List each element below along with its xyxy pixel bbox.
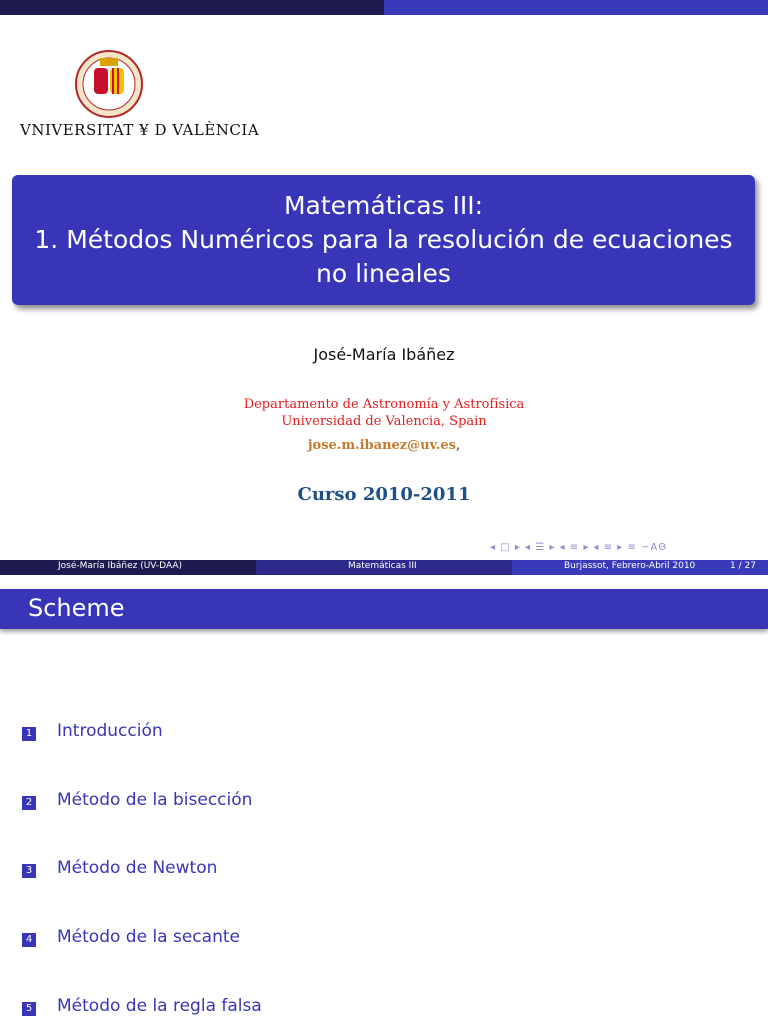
footer-place-date: Burjassot, Febrero-Abril 2010 [564, 561, 696, 571]
university-name: Universidad de Valencia, Spain [281, 414, 487, 429]
title-line-2: 1. Métodos Numéricos para la resolución de ecuaciones [34, 225, 733, 254]
footer-title: Matemáticas III [348, 561, 417, 571]
footer-author: José-María Ibáñez (UV-DAA) [58, 561, 183, 571]
toc-number-3: 3 [22, 864, 36, 878]
title-line-3: no lineales [316, 259, 451, 288]
university-wordmark: VNIVERSITAT ¥ D VALÈNCIA [20, 121, 260, 139]
scheme-heading: Scheme [28, 594, 125, 622]
author-name: José-María Ibáñez [313, 345, 455, 364]
email-link[interactable]: jose.m.ibanez@uv.es [307, 438, 456, 453]
toc-label-5: Método de la regla falsa [57, 996, 262, 1016]
department: Departamento de Astronomía y Astrofísica [243, 397, 525, 412]
toc-label-3: Método de Newton [57, 858, 218, 878]
scheme-heading-bar [0, 589, 768, 629]
toc-number-1: 1 [22, 727, 36, 741]
scheme-slide [0, 575, 768, 1024]
institution [0, 396, 768, 430]
title-line-1: Matemáticas III: [283, 191, 484, 220]
toc-number-5: 5 [22, 1002, 36, 1016]
toc-label-2: Método de la bisección [57, 790, 253, 810]
beamer-navigation-icons[interactable]: ◂ □ ▸ ◂ ☰ ▸ ◂ ≡ ▸ ◂ ≡ ▸ ≡ ∽ΑΘ [490, 542, 668, 553]
course-year: Curso 2010-2011 [297, 484, 471, 505]
footer-page-number: 1 / 27 [730, 561, 756, 571]
author-email: jose.m.ibanez@uv.es, [307, 438, 461, 453]
top-header-bar [0, 0, 768, 15]
toc-number-4: 4 [22, 933, 36, 947]
slide-footer [0, 560, 768, 575]
toc-label-1: Introducción [57, 721, 163, 741]
toc-label-4: Método de la secante [57, 927, 240, 947]
title-box [12, 175, 755, 305]
toc-number-2: 2 [22, 796, 36, 810]
